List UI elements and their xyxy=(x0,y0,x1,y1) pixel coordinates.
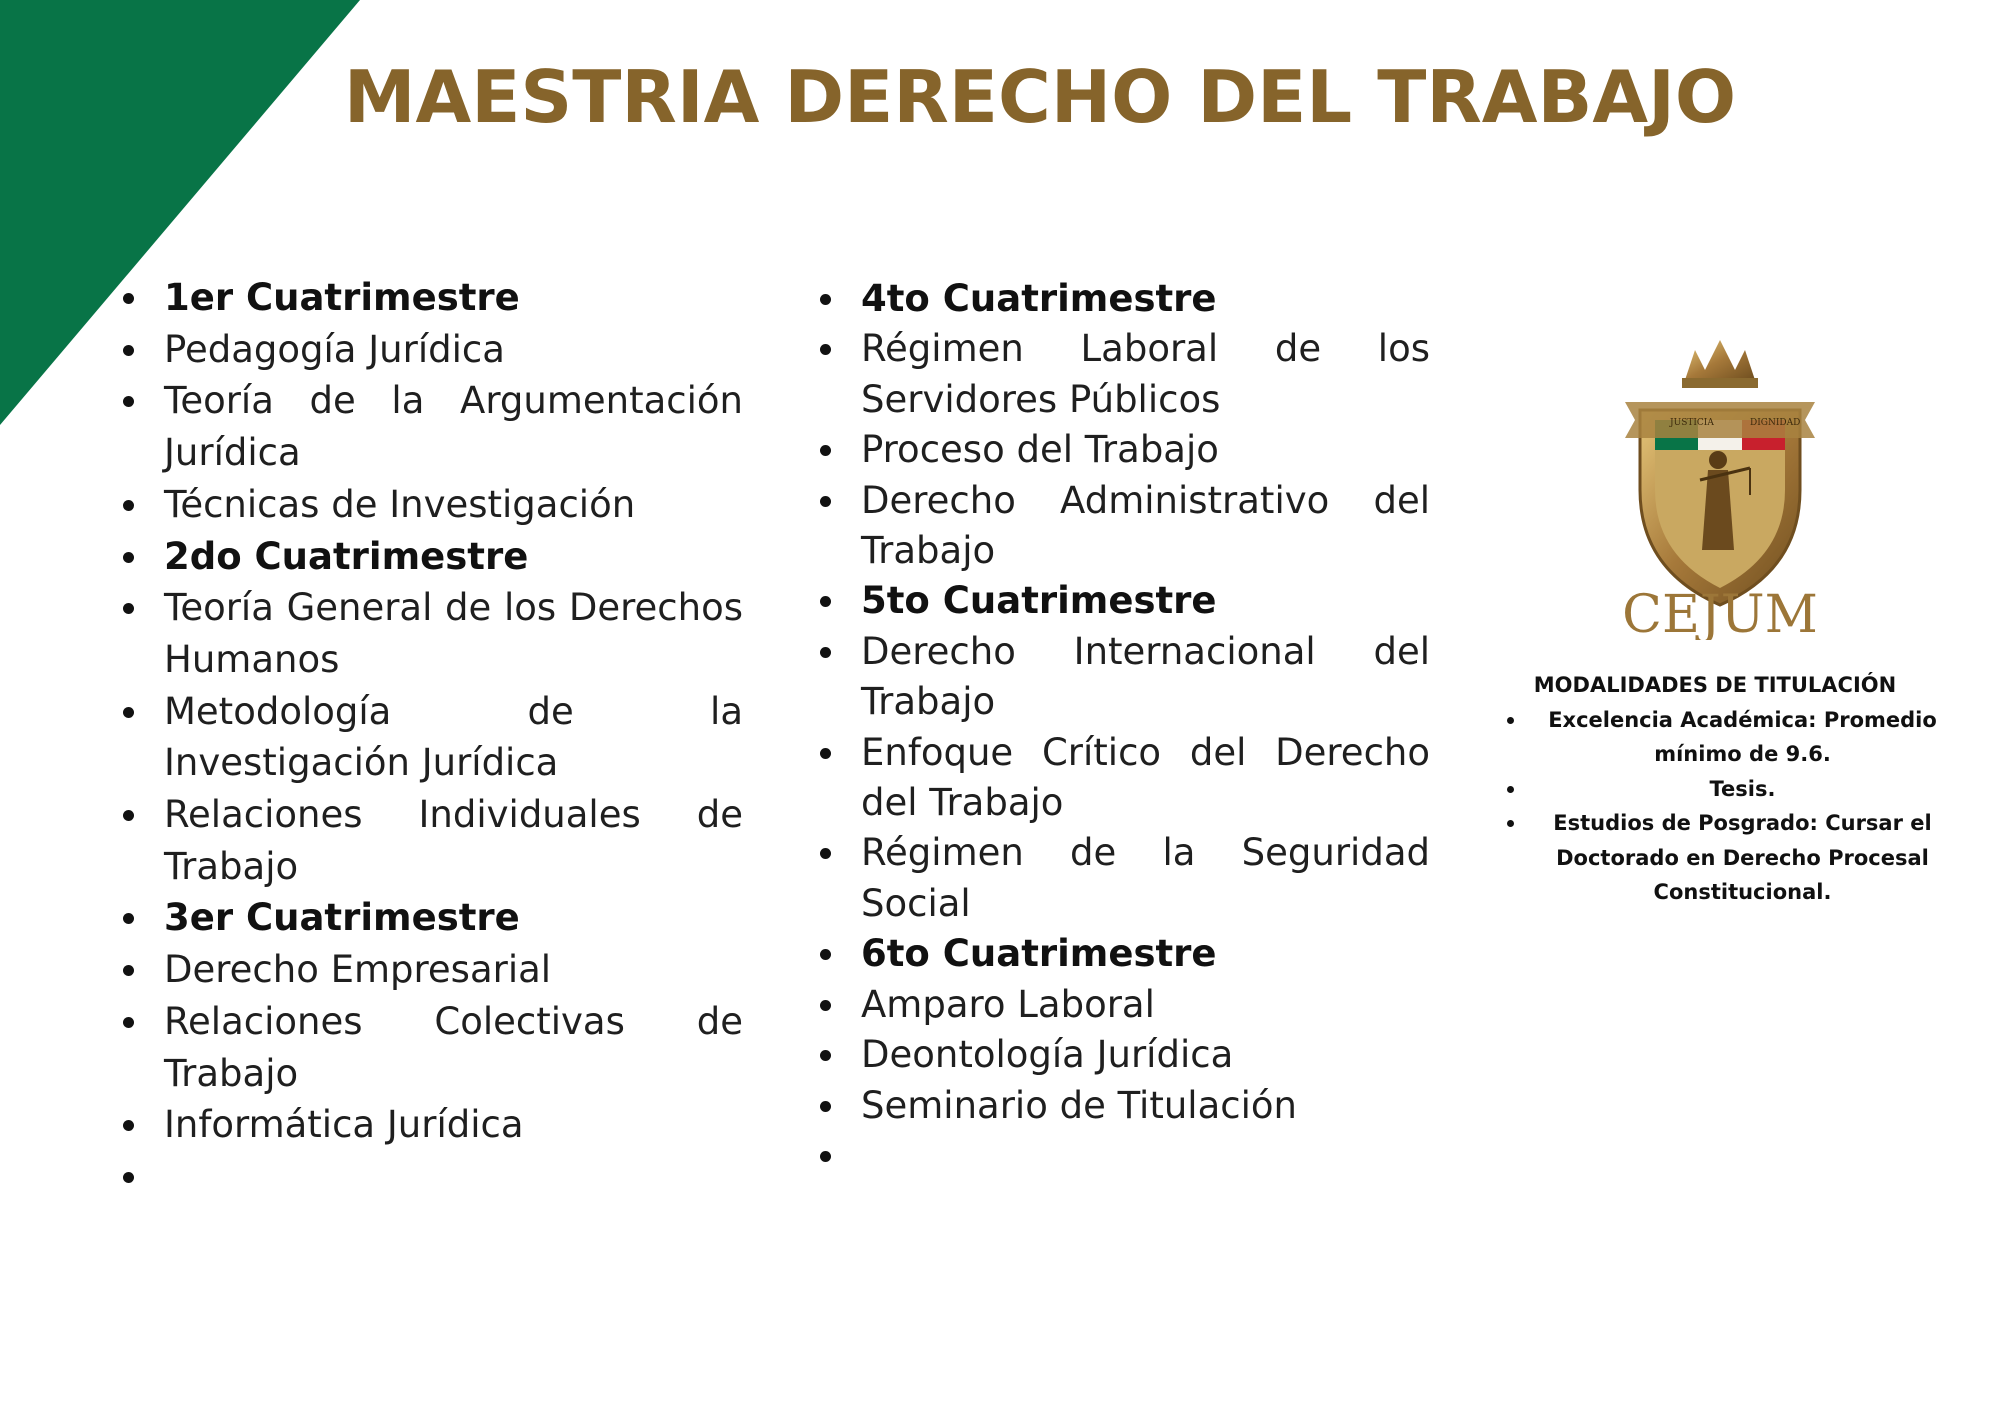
subject-item: Relaciones Colectivas de Trabajo xyxy=(123,996,743,1099)
subject-item xyxy=(123,1151,743,1203)
titulacion-title: MODALIDADES DE TITULACIÓN xyxy=(1533,673,1897,697)
subject-item: Proceso del Trabajo xyxy=(820,425,1430,475)
subject-item: Régimen Laboral de los Servidores Públicos xyxy=(820,324,1430,425)
cuatrimestre-heading: 2do Cuatrimestre xyxy=(123,531,743,583)
subject-item: Teoría de la Argumentación Jurídica xyxy=(123,375,743,478)
subject-item: Técnicas de Investigación xyxy=(123,479,743,531)
subject-item: Relaciones Individuales de Trabajo xyxy=(123,789,743,892)
titulacion-item: Estudios de Posgrado: Cursar el Doctorado en Derecho Procesal Constitucional. xyxy=(1490,806,1950,910)
subject-item: Derecho Internacional del Trabajo xyxy=(820,627,1430,728)
cuatrimestre-heading: 1er Cuatrimestre xyxy=(123,272,743,324)
subject-item: Derecho Administrativo del Trabajo xyxy=(820,476,1430,577)
subject-item: Enfoque Crítico del Derecho del Trabajo xyxy=(820,728,1430,829)
subject-item: Seminario de Titulación xyxy=(820,1081,1430,1131)
subject-item xyxy=(820,1131,1430,1181)
cuatrimestre-heading: 5to Cuatrimestre xyxy=(820,576,1430,626)
subject-item: Derecho Empresarial xyxy=(123,944,743,996)
cuatrimestre-heading: 3er Cuatrimestre xyxy=(123,892,743,944)
subject-item: Amparo Laboral xyxy=(820,980,1430,1030)
cejum-crest-icon xyxy=(1600,340,1840,640)
titulacion-list xyxy=(1490,703,1950,910)
subject-item: Informática Jurídica xyxy=(123,1099,743,1151)
cejum-logo xyxy=(1600,340,1840,640)
curriculum-column-1 xyxy=(123,272,743,1203)
titulacion-section xyxy=(1490,668,1950,910)
svg-text:JUSTICIA: JUSTICIA xyxy=(1670,418,1714,428)
subject-item: Metodología de la Investigación Jurídica xyxy=(123,686,743,789)
svg-text:CEJUM: CEJUM xyxy=(1622,585,1818,640)
cuatrimestre-heading: 6to Cuatrimestre xyxy=(820,929,1430,979)
svg-text:DIGNIDAD: DIGNIDAD xyxy=(1750,418,1801,428)
subject-item: Pedagogía Jurídica xyxy=(123,324,743,376)
titulacion-item: Excelencia Académica: Promedio mínimo de 9.6. xyxy=(1490,703,1950,772)
page-title: MAESTRIA DERECHO DEL TRABAJO xyxy=(343,55,1737,139)
subject-item: Deontología Jurídica xyxy=(820,1030,1430,1080)
titulacion-item: Tesis. xyxy=(1490,772,1950,807)
subject-item: Régimen de la Seguridad Social xyxy=(820,828,1430,929)
curriculum-column-2 xyxy=(820,274,1430,1181)
subject-item: Teoría General de los Derechos Humanos xyxy=(123,582,743,685)
cuatrimestre-heading: 4to Cuatrimestre xyxy=(820,274,1430,324)
